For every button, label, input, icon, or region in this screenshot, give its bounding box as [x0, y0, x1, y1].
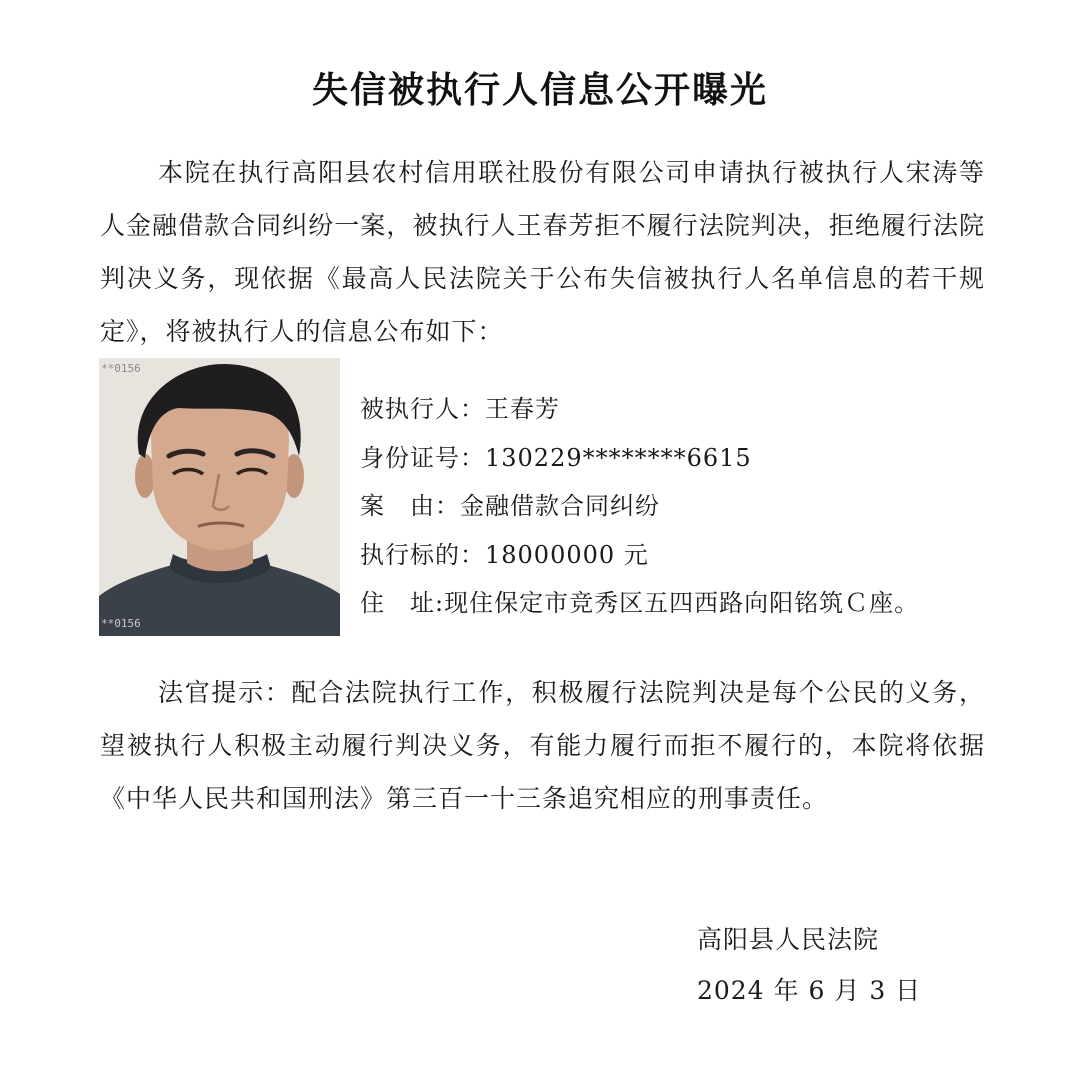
amount-row — [360, 531, 919, 580]
amount-value: 18000000 元 — [485, 540, 649, 569]
executee-label: 被执行人： — [360, 395, 485, 423]
page-title: 失信被执行人信息公开曝光 — [311, 70, 768, 111]
intro-paragraph: 本院在执行高阳县农村信用联社股份有限公司申请执行被执行人宋涛等人金融借款合同纠纷一案，被执行人王春芳拒不履行法院判决，拒绝履行法院判决义务，现依据《最高人民法院关于公布失信被执行人名单信息的若干规定》，将被执行人的信息公布如下： — [100, 158, 985, 346]
executee-photo — [99, 358, 340, 636]
cause-label: 案 由： — [360, 492, 460, 520]
address-row — [360, 579, 919, 628]
photo-watermark-top: **0156 — [101, 362, 141, 375]
id-label: 身份证号： — [360, 443, 485, 472]
id-row — [360, 434, 919, 483]
id-value: 130229********6615 — [485, 443, 752, 472]
executee-row — [360, 385, 919, 434]
signature-block — [697, 914, 921, 1016]
executee-info — [360, 385, 919, 628]
executee-value: 王春芳 — [485, 395, 560, 423]
court-name: 高阳县人民法院 — [697, 925, 880, 954]
photo-watermark-bottom: **0156 — [101, 617, 141, 630]
issue-date: 2024 年 6 月 3 日 — [697, 976, 922, 1005]
cause-value: 金融借款合同纠纷 — [460, 492, 660, 520]
amount-label: 执行标的： — [360, 540, 485, 569]
address-label: 住 址: — [360, 589, 445, 617]
portrait-illustration — [99, 358, 340, 636]
address-value: 现住保定市竞秀区五四西路向阳铭筑Ｃ座。 — [444, 589, 920, 617]
cause-row — [360, 482, 919, 531]
judge-notice-paragraph: 法官提示：配合法院执行工作，积极履行法院判决是每个公民的义务，望被执行人积极主动履行判决义务，有能力履行而拒不履行的，本院将依据《中华人民共和国刑法》第三百一十三条追究相应的刑事责任。 — [100, 678, 985, 813]
